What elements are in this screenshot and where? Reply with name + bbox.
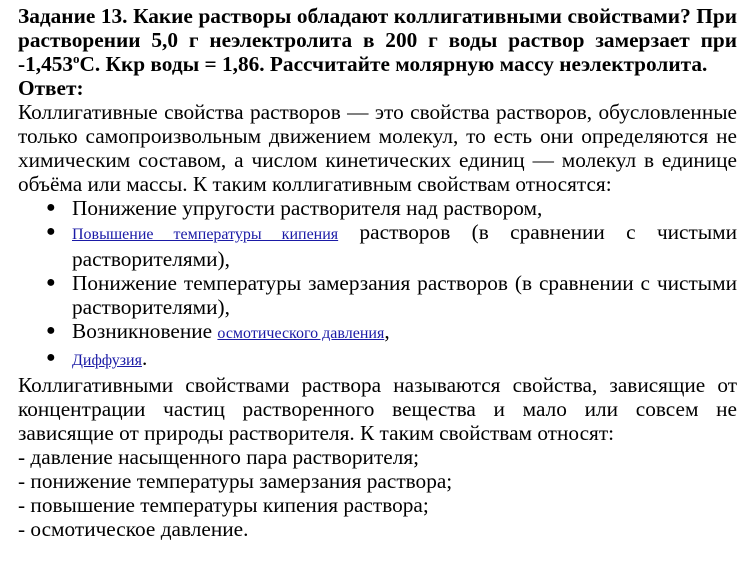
- list-item: [18, 271, 737, 319]
- list-item: [18, 319, 737, 346]
- intro-paragraph: Коллигативные свойства растворов — это свойства растворов, обусловленные только самопроизвольным движением молекул, то есть они определяются не химическим составом, а числом кинетических единиц — молекул в единице объёма или массы. К таким коллигативным свойствам относятся:: [18, 100, 737, 196]
- boiling-point-link[interactable]: Повышение температуры кипения: [72, 226, 339, 243]
- task-heading: [18, 4, 737, 76]
- dash-item: - повышение температуры кипения раствора;: [18, 493, 429, 517]
- list-item: [18, 220, 737, 271]
- dash-item: - осмотическое давление.: [18, 517, 249, 541]
- dash-item: - давление насыщенного пара растворителя;: [18, 445, 420, 469]
- list-item-text: Понижение упругости растворителя над раствором,: [72, 196, 543, 220]
- list-item-text: Понижение температуры замерзания растворов (в сравнении с чистыми растворителями),: [72, 271, 737, 319]
- properties-list: [18, 196, 737, 373]
- task-text-part2: С. Ккр воды = 1,86. Рассчитайте молярную массу неэлектролита.: [79, 52, 708, 76]
- list-item: [18, 196, 737, 220]
- task-text-part1: Задание 13. Какие растворы обладают коллигативными свойствами? При растворении 5,0 г неэлектролита в 200 г воды раствор замерзает при -1,453: [18, 4, 737, 76]
- dash-item: - понижение температуры замерзания раствора;: [18, 469, 453, 493]
- list-item-text: растворов (в сравнении с чистыми растворителями),: [72, 220, 737, 271]
- bullet-icon: ●: [46, 199, 56, 216]
- bullet-icon: ●: [46, 322, 56, 339]
- definition-paragraph: Коллигативными свойствами раствора называются свойства, зависящие от концентрации частиц растворенного вещества и мало или совсем не зависящие от природы растворителя. К таким свойствам относят:: [18, 373, 737, 445]
- list-item-text-before: Возникновение: [72, 319, 218, 343]
- bullet-icon: ●: [46, 349, 56, 366]
- list-item: [18, 346, 737, 373]
- list-item-text-after: .: [141, 346, 148, 370]
- osmotic-pressure-link[interactable]: осмотического давления: [217, 325, 385, 342]
- list-item-text-after: ,: [384, 319, 390, 343]
- degree-superscript: о: [73, 50, 80, 66]
- answer-label: Ответ:: [18, 76, 84, 100]
- diffusion-link[interactable]: Диффузия: [72, 352, 142, 369]
- bullet-icon: ●: [46, 223, 56, 240]
- bullet-icon: ●: [46, 274, 56, 291]
